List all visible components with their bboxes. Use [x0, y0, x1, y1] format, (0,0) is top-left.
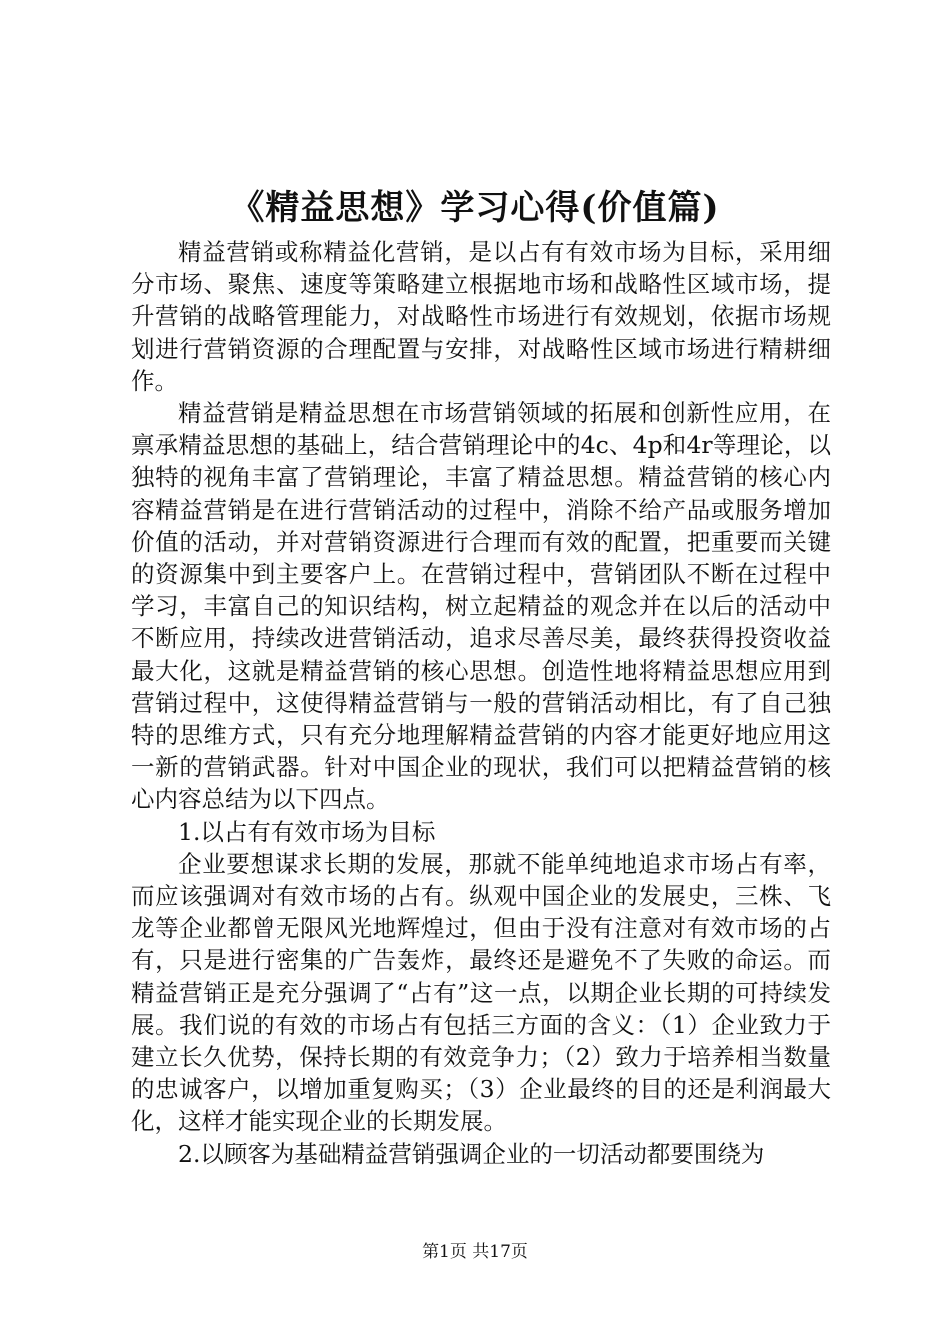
- paragraph: 精益营销是精益思想在市场营销领域的拓展和创新性应用，在禀承精益思想的基础上，结合营销理论中的4c、4p和4r等理论，以独特的视角丰富了营销理论，丰富了精益思想。精益营销的核心内容精益营销是在进行营销活动的过程中，消除不给产品或服务增加价值的活动，并对营销资源进行合理而有效的配置，把重要而关键的资源集中到主要客户上。在营销过程中，营销团队不断在过程中学习，丰富自己的知识结构，树立起精益的观念并在以后的活动中不断应用，持续改进营销活动，追求尽善尽美，最终获得投资收益最大化，这就是精益营销的核心思想。创造性地将精益思想应用到营销过程中，这使得精益营销与一般的营销活动相比，有了自己独特的思维方式，只有充分地理解精益营销的内容才能更好地应用这一新的营销武器。针对中国企业的现状，我们可以把精益营销的核心内容总结为以下四点。: [131, 399, 831, 814]
- paragraph: 企业要想谋求长期的发展，那就不能单纯地追求市场占有率，而应该强调对有效市场的占有。纵观中国企业的发展史，三株、飞龙等企业都曾无限风光地辉煌过，但由于没有注意对有效市场的占有，只是进行密集的广告轰炸，最终还是避免不了失败的命运。而精益营销正是充分强调了“占有”这一点，以期企业长期的可持续发展。我们说的有效的市场占有包括三方面的含义：（1）企业致力于建立长久优势，保持长期的有效竞争力；（2）致力于培养相当数量的忠诚客户，以增加重复购买；（3）企业最终的目的还是利润最大化，这样才能实现企业的长期发展。: [131, 849, 831, 1136]
- paragraph: 精益营销或称精益化营销，是以占有有效市场为目标，采用细分市场、聚焦、速度等策略建立根据地市场和战略性区域市场，提升营销的战略管理能力，对战略性市场进行有效规划，依据市场规划进行营销资源的合理配置与安排，对战略性区域市场进行精耕细作。: [131, 238, 831, 395]
- document-title: 《精益思想》学习心得(价值篇): [230, 188, 720, 228]
- page-number-footer: 第1页 共17页: [422, 1242, 528, 1262]
- document-body: [131, 236, 831, 1170]
- section-heading: 1.以占有有效市场为目标: [178, 817, 436, 846]
- section-heading: 2.以顾客为基础精益营销强调企业的一切活动都要围绕为: [178, 1139, 765, 1168]
